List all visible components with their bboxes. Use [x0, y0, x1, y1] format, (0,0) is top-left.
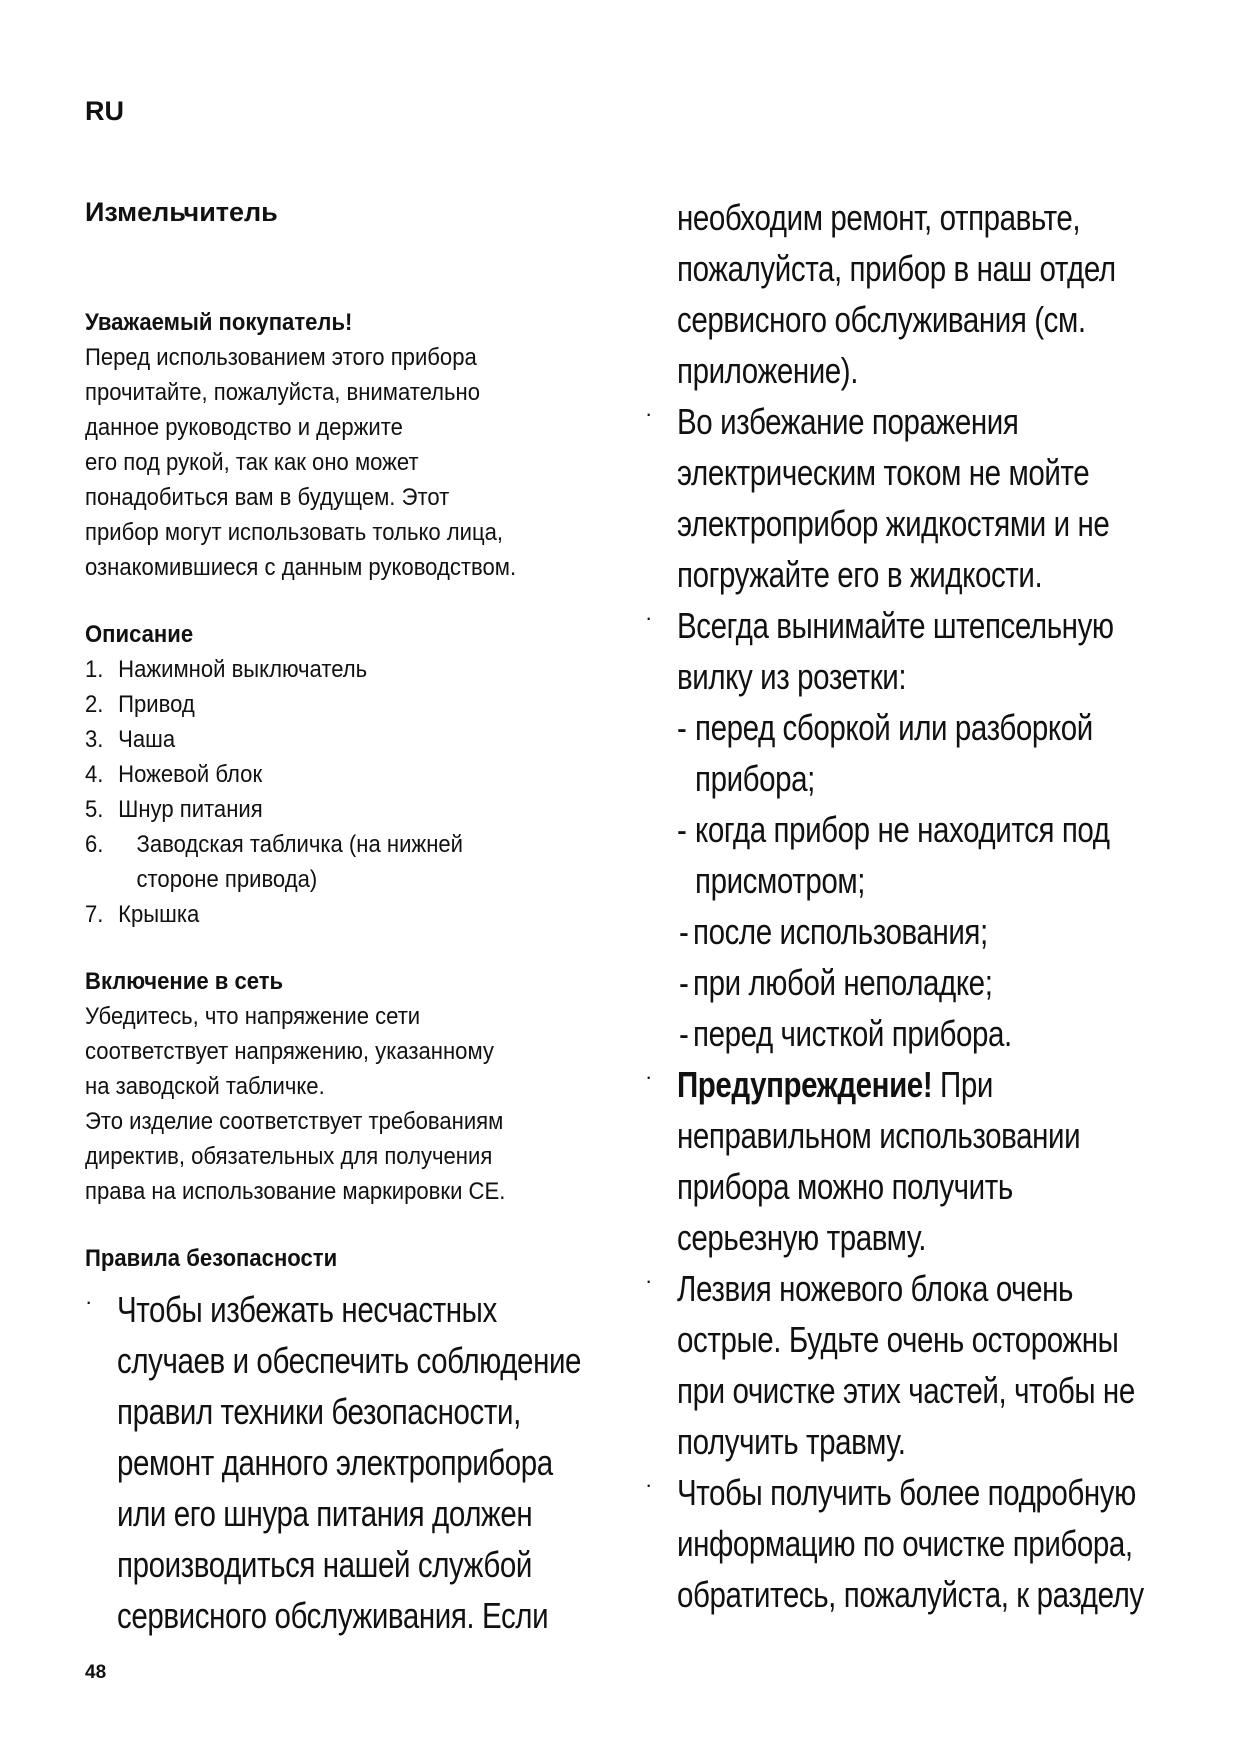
- safety-bullet-4: · Предупреждение! При неправильном использовании прибора можно получить серьезную травму.: [645, 1059, 1205, 1263]
- description-heading: Описание: [85, 621, 194, 648]
- safety-bullet-6: · Чтобы получить более подробную информацию по очистке прибора, обратитесь, пожалуйста, к разделу: [645, 1467, 1205, 1620]
- intro-line: его под рукой, так как оно может: [85, 449, 419, 476]
- sub-item: - перед сборкой или разборкой прибора;: [677, 707, 1093, 799]
- power-line: на заводской табличке.: [85, 1073, 325, 1100]
- right-column: [645, 192, 1205, 1620]
- bullet-icon: ·: [645, 1268, 652, 1293]
- list-item: 2. Привод: [85, 691, 195, 718]
- language-code: RU: [85, 96, 124, 126]
- intro-line: прибор могут использовать только лица,: [85, 519, 504, 546]
- power-heading: Включение в сеть: [85, 968, 284, 995]
- power-line: Это изделие соответствует требованиям: [85, 1108, 504, 1135]
- safety-bullet-5: · Лезвия ножевого блока очень острые. Будьте очень осторожны при очистке этих частей, чтобы не получить травму.: [645, 1263, 1205, 1467]
- intro-line: понадобиться вам в будущем. Этот: [85, 484, 450, 511]
- page-number: 48: [85, 1662, 107, 1683]
- power-line: директив, обязательных для получения: [85, 1143, 493, 1170]
- safety-heading: Правила безопасности: [85, 1245, 338, 1272]
- list-item: 6. Заводская табличка (на нижней стороне привода): [85, 831, 464, 893]
- intro-line: Перед использованием этого прибора: [85, 344, 477, 371]
- power-line: права на использование маркировки CE.: [85, 1178, 506, 1205]
- sub-item: - при любой неполадке;: [679, 962, 993, 1003]
- bullet-icon: ·: [645, 605, 652, 630]
- intro-line: прочитайте, пожалуйста, внимательно: [85, 379, 481, 406]
- list-item: 3. Чаша: [85, 726, 176, 753]
- intro-heading: Уважаемый покупатель!: [85, 309, 353, 336]
- list-item: 1. Нажимной выключатель: [85, 656, 368, 683]
- safety-bullet-2: · Во избежание поражения электрическим током не мойте электроприбор жидкостями и не погружайте его в жидкости.: [645, 396, 1205, 600]
- bullet-icon: ·: [645, 401, 652, 426]
- sub-item: - когда прибор не находится под присмотром;: [677, 809, 1110, 901]
- safety-bullet-3: · Всегда вынимайте штепсельную вилку из розетки:: [645, 600, 1205, 702]
- bullet-icon: ·: [85, 1289, 92, 1314]
- intro-line: ознакомившиеся с данным руководством.: [85, 554, 517, 581]
- left-column: [85, 305, 625, 1641]
- list-item: 4. Ножевой блок: [85, 761, 263, 788]
- page-title: Измельчитель: [85, 197, 278, 227]
- bullet-icon: ·: [645, 1472, 652, 1497]
- description-list: [85, 652, 582, 932]
- safety-bullet-1-continued: необходим ремонт, отправьте, пожалуйста, прибор в наш отдел сервисного обслуживания (см. приложение).: [677, 197, 1116, 391]
- sub-item: - после использования;: [679, 911, 988, 952]
- warning-label: Предупреждение!: [677, 1064, 933, 1105]
- intro-line: данное руководство и держите: [85, 414, 403, 441]
- intro-section: [85, 305, 582, 1276]
- power-line: соответствует напряжению, указанному: [85, 1038, 494, 1065]
- list-item: 5. Шнур питания: [85, 796, 263, 823]
- sub-item: - перед чисткой прибора.: [679, 1013, 1012, 1054]
- safety-bullet-1: · Чтобы избежать несчастных случаев и обеспечить соблюдение правил техники безопасности, ремонт данного электроприбора или его шнура питания должен производиться нашей службой сервисного обслуживания. Если: [85, 1284, 625, 1641]
- power-line: Убедитесь, что напряжение сети: [85, 1003, 421, 1030]
- bullet-icon: ·: [645, 1064, 652, 1089]
- list-item: 7. Крышка: [85, 901, 200, 928]
